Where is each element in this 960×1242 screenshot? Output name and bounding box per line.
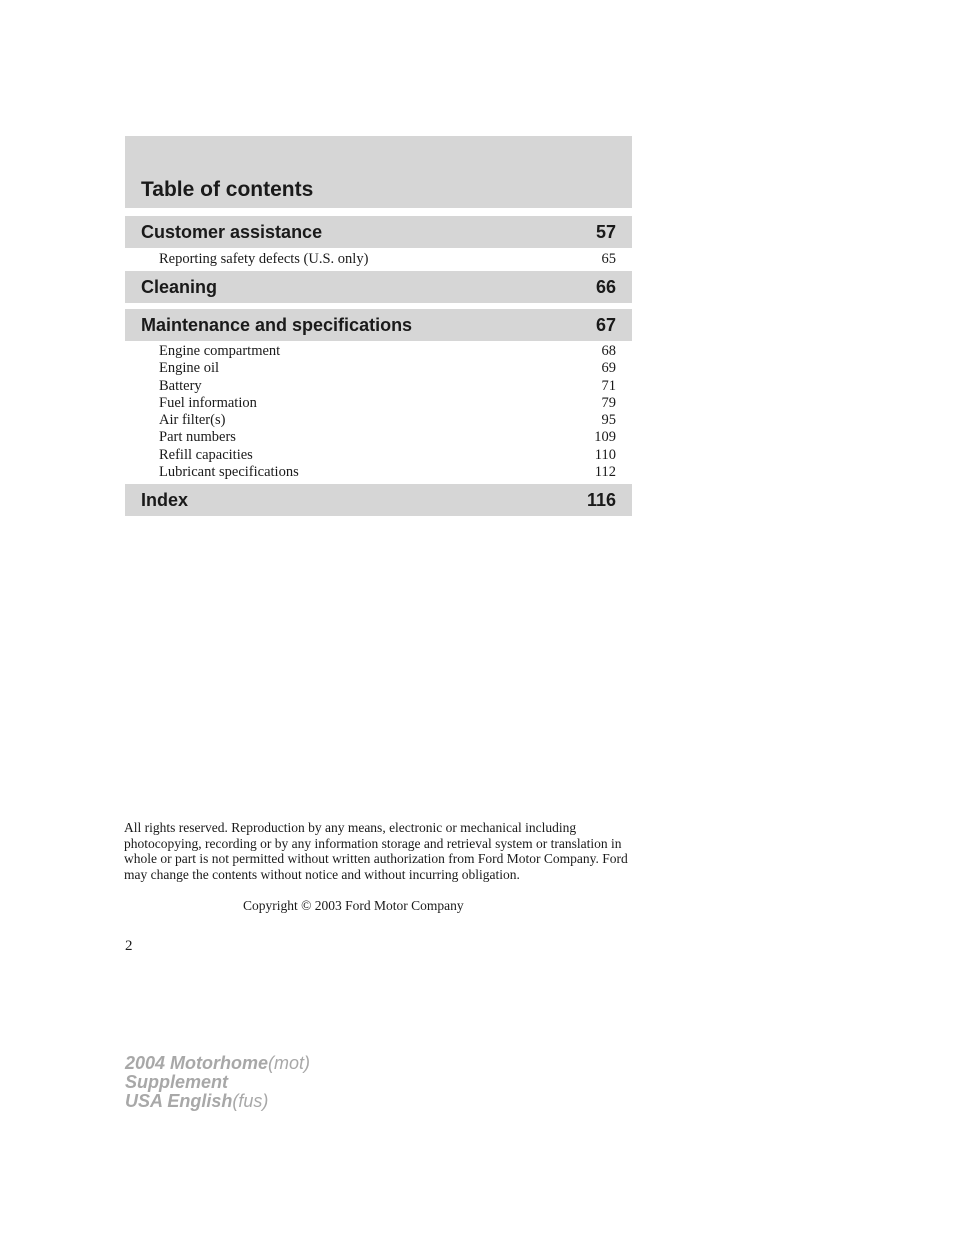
document-footer [125,1054,310,1111]
entry-label: Engine compartment [159,343,281,359]
toc-entry[interactable] [159,429,616,446]
section-cleaning[interactable] [125,271,632,303]
entry-label: Battery [159,377,202,394]
section-title: Cleaning [141,276,218,297]
copyright-notice: Copyright © 2003 Ford Motor Company [243,898,464,913]
page-number: 2 [125,938,133,954]
legal-notice: All rights reserved. Reproduction by any means, electronic or mechanical including photocopying, recording or by any information storage and retrieval system or translation in whole or part is not permitted without written authorization from Ford Motor Company. Ford may change the contents without notice and without incurring obligation. [124,820,628,882]
footer-language: USA English [125,1091,233,1111]
entry-page: 95 [601,412,616,429]
section-customer-assistance[interactable] [125,216,632,248]
entry-label: Refill capacities [159,446,253,463]
section-title: Customer assistance [141,221,323,242]
entry-label: Air filter(s) [159,412,226,429]
toc-entry[interactable] [159,360,616,377]
section-title: Index [141,489,189,510]
toc-entry[interactable] [159,447,616,464]
entry-label: Lubricant specifications [159,464,299,481]
toc-header [125,136,632,208]
page-title: Table of contents [141,178,314,201]
toc-entry[interactable] [159,343,616,360]
toc-entry[interactable] [159,412,616,429]
entries-customer-assistance [159,251,616,268]
entry-page: 71 [601,377,616,394]
entry-page: 109 [594,429,616,446]
toc-entry[interactable] [159,464,616,481]
toc-entry[interactable] [159,395,616,412]
footer-model-code: (mot) [268,1053,311,1073]
entry-label: Engine oil [159,360,220,377]
entry-page: 112 [594,464,616,481]
entry-page: 79 [601,394,616,411]
footer-model: 2004 Motorhome [125,1053,269,1073]
section-maintenance[interactable] [125,309,632,341]
entries-maintenance [159,343,616,481]
entry-page: 110 [594,446,616,463]
entry-page: 65 [601,251,616,267]
toc-entry[interactable] [159,251,616,268]
entry-page: 68 [601,343,616,359]
footer-type: Supplement [125,1072,229,1092]
section-index[interactable] [125,484,632,516]
section-page: 67 [595,314,616,335]
section-page: 57 [595,221,616,242]
entry-label: Reporting safety defects (U.S. only) [159,251,369,267]
section-page: 66 [595,276,616,297]
toc-entry[interactable] [159,378,616,395]
entry-page: 69 [601,360,616,377]
entry-label: Fuel information [159,394,257,411]
section-page: 116 [586,489,616,510]
footer-language-code: (fus) [232,1091,269,1111]
section-title: Maintenance and specifications [141,314,413,335]
entry-label: Part numbers [159,429,236,446]
